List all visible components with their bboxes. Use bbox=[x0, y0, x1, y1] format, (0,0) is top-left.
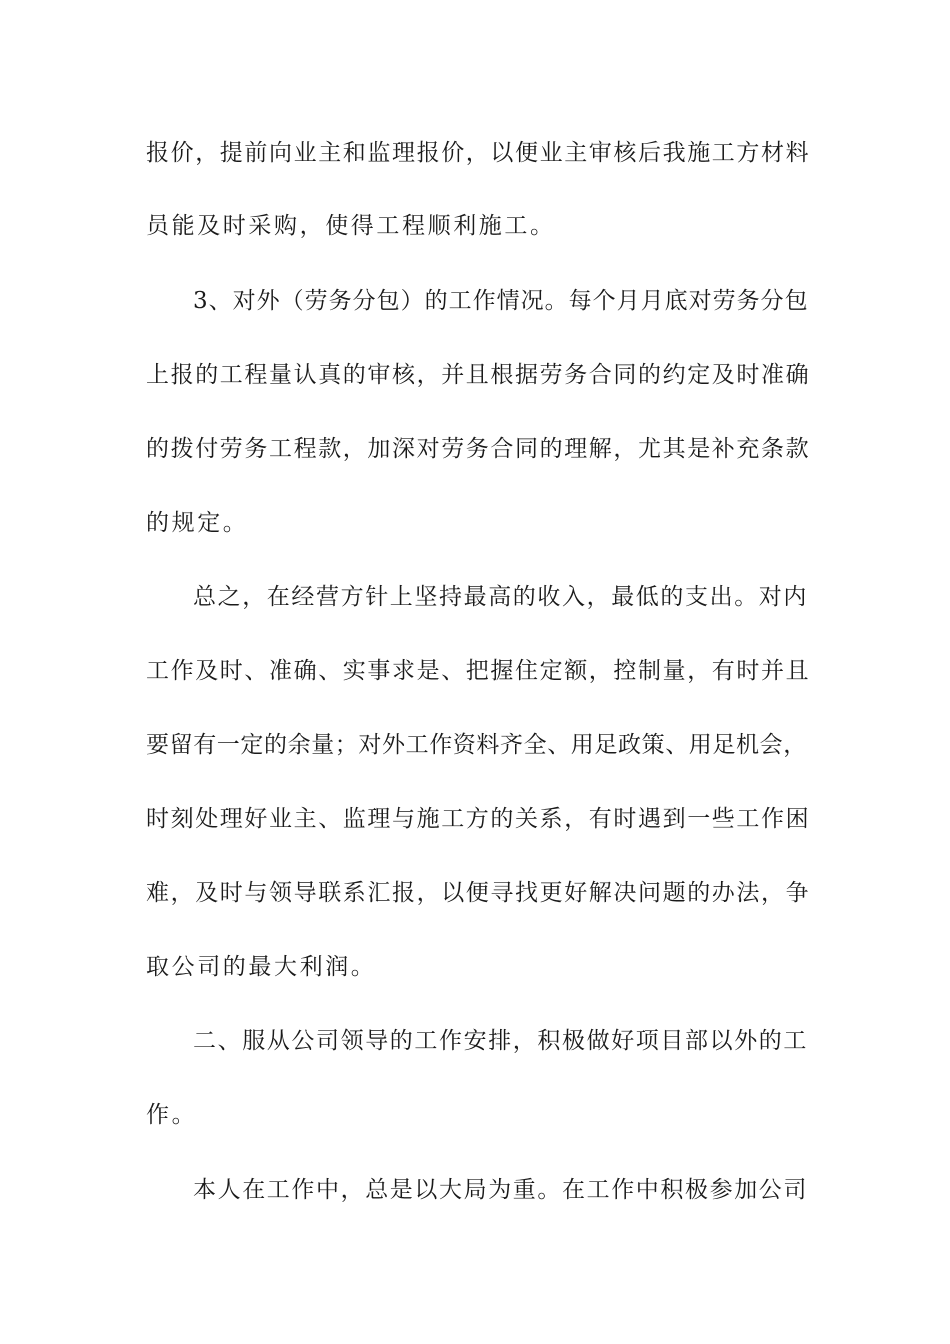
text-line-9: 要留有一定的余量；对外工作资料齐全、用足政策、用足机会， bbox=[146, 732, 807, 758]
text-line-11: 难，及时与领导联系汇报，以便寻找更好解决问题的办法，争 bbox=[146, 880, 811, 906]
text-line-3: 3、对外（劳务分包）的工作情况。每个月月底对劳务分包 bbox=[193, 288, 809, 314]
text-line-1: 报价，提前向业主和监理报价，以便业主审核后我施工方材料 bbox=[146, 140, 811, 166]
text-line-14: 作。 bbox=[146, 1102, 198, 1128]
text-line-2: 员能及时采购，使得工程顺利施工。 bbox=[146, 213, 556, 239]
text-line-12: 取公司的最大利润。 bbox=[146, 954, 377, 980]
text-line-15: 本人在工作中，总是以大局为重。在工作中积极参加公司 bbox=[193, 1177, 808, 1203]
text-line-4: 上报的工程量认真的审核，并且根据劳务合同的约定及时准确 bbox=[146, 362, 811, 388]
text-line-13: 二、服从公司领导的工作安排，积极做好项目部以外的工 bbox=[193, 1028, 808, 1054]
text-line-10: 时刻处理好业主、监理与施工方的关系，有时遇到一些工作困 bbox=[146, 806, 811, 832]
text-line-7: 总之，在经营方针上坚持最高的收入，最低的支出。对内 bbox=[193, 584, 808, 610]
text-line-8: 工作及时、准确、实事求是、把握住定额，控制量，有时并且 bbox=[146, 658, 811, 684]
text-line-6: 的规定。 bbox=[146, 510, 249, 536]
text-line-5: 的拨付劳务工程款，加深对劳务合同的理解，尤其是补充条款 bbox=[146, 436, 811, 462]
